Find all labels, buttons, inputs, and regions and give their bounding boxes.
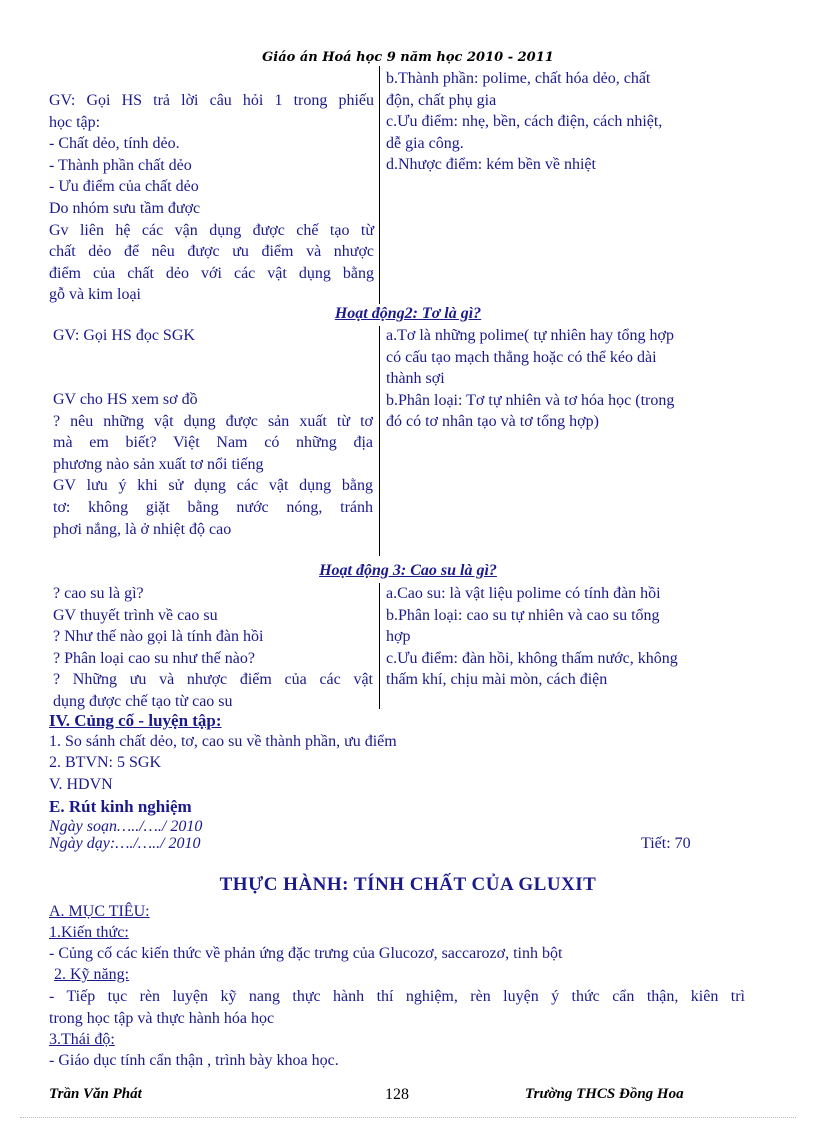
period-number: Tiết: 70 [641,835,691,852]
block1-right-line: độn, chất phụ gia [386,91,497,109]
objectives-heading: A. MỤC TIÊU: [49,903,150,920]
activity2-right [386,325,736,433]
block1-left-line: học tập: [49,113,101,131]
block1-right-line: b.Thành phần: polime, chất hóa dẻo, chất [386,70,651,87]
skills-heading: 2. Kỹ năng: [54,966,130,983]
column-divider [379,326,380,556]
activity2-right-line: có cấu tạo mạch thẳng hoặc có thể kéo dài [386,348,657,366]
activity2-left-line: mà em biết? Việt Nam có những địa [53,434,373,452]
footer-divider [20,1117,796,1118]
knowledge-text: - Củng cố các kiến thức về phản ứng đặc trưng của Glucozơ, saccarozơ, tinh bột [49,945,563,962]
block1-left-line: - Ưu điểm của chất dẻo [49,178,199,196]
activity3-right-line: b.Phân loại: cao su tự nhiên và cao su tổng [386,606,660,624]
activity3-right-line: hợp [386,628,411,646]
block1-right [386,68,721,176]
activity2-left-line: GV cho HS xem sơ đồ [53,391,198,408]
skills-text: trong học tập và thực hành hóa học [49,1010,275,1027]
page-header: Giáo án Hoá học 9 năm học 2010 - 2011 [262,50,554,65]
date-taught: Ngày dạy:…./…../ 2010 [49,835,201,852]
activity2-left-line: tơ: không giặt bằng nước nóng, tránh [53,498,373,516]
block1-right-line: dễ gia công. [386,134,464,152]
block1-left-line: - Chất dẻo, tính dẻo. [49,135,180,153]
activity3-left-line: ? Những ưu và nhược điểm của các vật [53,671,373,689]
activity3-right-line: thấm khí, chịu mài mòn, cách điện [386,671,608,689]
activity2-heading: Hoạt động2: Tơ là gì? [334,305,482,322]
activity2-left-line: GV lưu ý khi sử dụng các vật dụng bằng [53,477,373,495]
activity3-right-line: a.Cao su: là vật liệu polime có tính đàn hồi [386,585,661,602]
experience-heading: E. Rút kinh nghiệm [49,797,192,816]
activity2-right-line: b.Phân loại: Tơ tự nhiên và tơ hóa học (trong [386,391,675,409]
block1-left-line: Gv liên hệ các vận dụng được chế tạo từ [49,221,374,239]
activity2-left-a [53,325,373,347]
activity2-left-line: ? nêu những vật dụng được sản xuất từ tơ [53,412,373,430]
activity2-right-line: thành sợi [386,370,445,388]
consolidation-heading: IV. Củng cố - luyện tập: [49,711,222,730]
activity2-right-line: a.Tơ là những polime( tự nhiên hay tổng hợp [386,327,674,344]
activity3-left-line: dụng được chế tạo từ cao su [53,692,233,710]
activity3-right [386,583,736,691]
activity3-heading: Hoạt động 3: Cao su là gì? [319,562,497,579]
activity2-left-line: phơi nắng, là ở nhiệt độ cao [53,520,232,538]
consolidation-item: 1. So sánh chất dẻo, tơ, cao su về thành phần, ưu điểm [49,733,397,750]
footer-page-number: 128 [385,1086,409,1103]
block1-left-line: GV: Gọi HS trả lời câu hỏi 1 trong phiếu [49,92,374,109]
block1-right-line: d.Nhược điểm: kém bền về nhiệt [386,156,596,174]
activity2-left-line: phương nào sản xuất tơ nổi tiếng [53,455,264,473]
block1-left-line: - Thành phần chất dẻo [49,156,192,174]
knowledge-heading: 1.Kiến thức: [49,924,129,941]
footer-school: Trường THCS Đồng Hoa [525,1086,684,1102]
column-divider [379,66,380,304]
footer-author: Trần Văn Phát [49,1086,142,1102]
consolidation-item: 2. BTVN: 5 SGK [49,754,162,771]
block1-left-line: Do nhóm sưu tầm được [49,199,201,217]
activity2-left-b [53,389,373,540]
activity3-left [53,583,373,713]
consolidation-item: V. HDVN [49,776,113,793]
activity3-left-line: ? Phân loại cao su như thế nào? [53,649,255,667]
block1-left-line: chất dẻo để nêu được ưu điểm và nhược [49,243,374,261]
block1-left-line: gỗ và kim loại [49,286,141,304]
block1-right-line: c.Ưu điểm: nhẹ, bền, cách điện, cách nhiệt, [386,113,663,131]
attitude-text: - Giáo dục tính cẩn thận , trình bày khoa học. [49,1052,339,1069]
activity2-left-line: GV: Gọi HS đọc SGK [53,327,195,344]
skills-text: - Tiếp tục rèn luyện kỹ nang thực hành thí nghiệm, rèn luyện ý thức cẩn thận, kiên trì [49,988,745,1005]
activity3-right-line: c.Ưu điểm: đàn hồi, không thấm nước, không [386,649,678,667]
block1-left [49,90,374,306]
date-prepared: Ngày soạn…../…./ 2010 [49,818,203,835]
column-divider [379,583,380,709]
activity3-left-line: ? Như thế nào gọi là tính đàn hồi [53,628,264,646]
activity3-left-line: GV thuyết trình về cao su [53,606,218,624]
activity3-left-line: ? cao su là gì? [53,585,144,602]
block1-left-line: điểm của chất dẻo với các vật dụng bằng [49,264,374,282]
attitude-heading: 3.Thái độ: [49,1031,115,1048]
lesson-title: THỰC HÀNH: TÍNH CHẤT CỦA GLUXIT [219,874,597,895]
activity2-right-line: đó có tơ nhân tạo và tơ tổng hợp) [386,413,599,431]
